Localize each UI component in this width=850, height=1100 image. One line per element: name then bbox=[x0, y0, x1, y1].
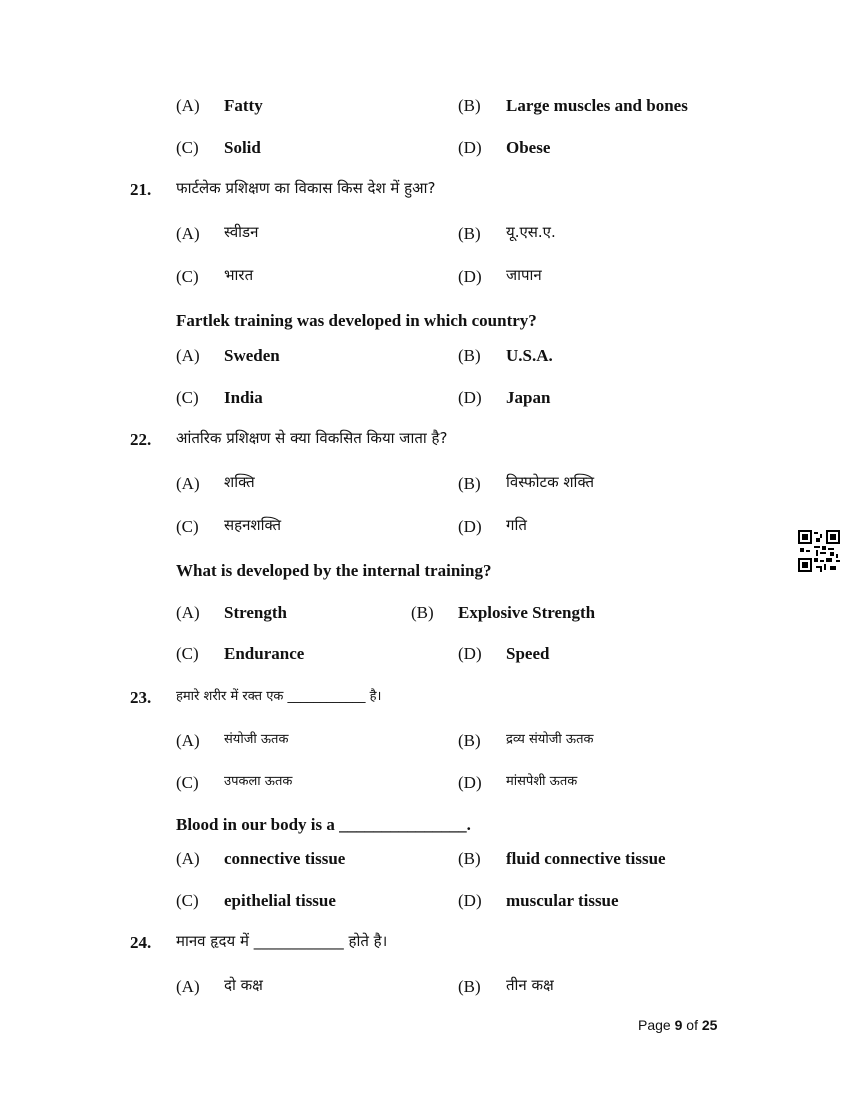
option-label: (C) bbox=[176, 267, 199, 286]
option-text: Large muscles and bones bbox=[506, 96, 688, 115]
option-label: (C) bbox=[176, 891, 199, 910]
option-text: Japan bbox=[506, 388, 551, 407]
current-page: 9 bbox=[674, 1017, 683, 1033]
option-label: (B) bbox=[458, 474, 481, 493]
option-label: (A) bbox=[176, 977, 200, 996]
option-label: (B) bbox=[411, 603, 434, 622]
question-text-english: Blood in our body is a _______________. bbox=[176, 815, 471, 834]
question-text-hindi: आंतरिक प्रशिक्षण से क्या विकसित किया जाता है? bbox=[176, 429, 448, 447]
option-text: संयोजी ऊतक bbox=[224, 732, 289, 747]
option-label: (A) bbox=[176, 849, 200, 868]
total-pages: 25 bbox=[701, 1017, 718, 1033]
option-label: (D) bbox=[458, 267, 482, 286]
page-prefix: Page bbox=[638, 1017, 671, 1033]
question-text-english: Fartlek training was developed in which country? bbox=[176, 311, 537, 330]
option-label: (B) bbox=[458, 977, 481, 996]
question-number: 21. bbox=[130, 180, 152, 199]
question-number: 23. bbox=[130, 688, 152, 707]
option-text: स्वीडन bbox=[224, 223, 259, 241]
option-text: U.S.A. bbox=[506, 346, 553, 365]
option-text: Fatty bbox=[224, 96, 263, 115]
option-text: Solid bbox=[224, 138, 261, 157]
option-text: Explosive Strength bbox=[458, 603, 596, 622]
option-text: India bbox=[224, 388, 263, 407]
option-text: भारत bbox=[224, 266, 254, 284]
option-label: (C) bbox=[176, 773, 199, 792]
option-text: Sweden bbox=[224, 346, 280, 365]
option-label: (D) bbox=[458, 644, 482, 663]
question-text-english: What is developed by the internal training? bbox=[176, 561, 492, 580]
qr-code-icon bbox=[798, 530, 840, 572]
option-label: (A) bbox=[176, 603, 200, 622]
option-text: Endurance bbox=[224, 644, 305, 663]
option-label: (A) bbox=[176, 224, 200, 243]
option-label: (C) bbox=[176, 517, 199, 536]
question-number: 24. bbox=[130, 933, 152, 952]
option-label: (A) bbox=[176, 474, 200, 493]
question-text-hindi: फार्टलेक प्रशिक्षण का विकास किस देश में हुआ? bbox=[176, 179, 436, 197]
option-text: जापान bbox=[506, 266, 542, 284]
option-text: मांसपेशी ऊतक bbox=[506, 774, 578, 789]
option-text: विस्फोटक शक्ति bbox=[506, 473, 595, 491]
option-text: Speed bbox=[506, 644, 550, 663]
option-text: connective tissue bbox=[224, 849, 346, 868]
question-text-hindi: मानव हृदय में ____________ होते है। bbox=[176, 932, 388, 950]
option-text: उपकला ऊतक bbox=[224, 774, 293, 789]
option-label: (D) bbox=[458, 891, 482, 910]
option-text: Obese bbox=[506, 138, 551, 157]
option-label: (A) bbox=[176, 346, 200, 365]
option-label: (B) bbox=[458, 224, 481, 243]
option-text: muscular tissue bbox=[506, 891, 619, 910]
option-label: (D) bbox=[458, 517, 482, 536]
page-of: of bbox=[686, 1017, 698, 1033]
question-number: 22. bbox=[130, 430, 152, 449]
option-text: epithelial tissue bbox=[224, 891, 336, 910]
option-label: (A) bbox=[176, 731, 200, 750]
option-label: (B) bbox=[458, 346, 481, 365]
option-label: (B) bbox=[458, 849, 481, 868]
option-label: (D) bbox=[458, 773, 482, 792]
option-label: (C) bbox=[176, 388, 199, 407]
option-text: गति bbox=[506, 516, 527, 534]
option-label: (C) bbox=[176, 138, 199, 157]
option-label: (C) bbox=[176, 644, 199, 663]
option-label: (D) bbox=[458, 138, 482, 157]
question-text-hindi: हमारे शरीर में रक्त एक ____________ है। bbox=[176, 689, 382, 704]
option-label: (A) bbox=[176, 96, 200, 115]
option-text: सहनशक्ति bbox=[224, 516, 282, 534]
page-number-footer bbox=[638, 1018, 717, 1032]
option-text: शक्ति bbox=[224, 473, 255, 491]
option-text: fluid connective tissue bbox=[506, 849, 666, 868]
option-text: द्रव्य संयोजी ऊतक bbox=[506, 732, 594, 747]
option-text: तीन कक्ष bbox=[506, 976, 554, 994]
option-text: यू.एस.ए. bbox=[506, 223, 556, 241]
option-label: (D) bbox=[458, 388, 482, 407]
option-label: (B) bbox=[458, 96, 481, 115]
option-label: (B) bbox=[458, 731, 481, 750]
option-text: Strength bbox=[224, 603, 287, 622]
option-text: दो कक्ष bbox=[224, 976, 263, 994]
